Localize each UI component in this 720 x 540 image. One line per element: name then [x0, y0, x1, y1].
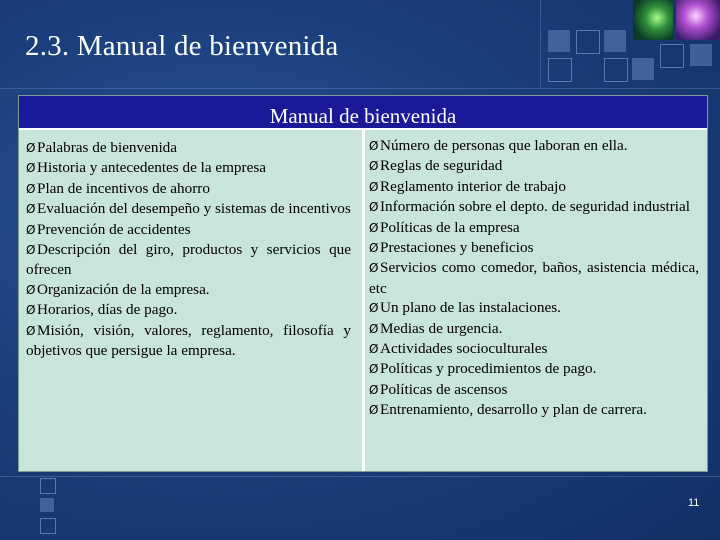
- slide-title: 2.3. Manual de bienvenida: [25, 30, 339, 62]
- list-item: Ø Reglamento interior de trabajo: [369, 177, 699, 197]
- arrow-bullet-icon: Ø: [26, 282, 36, 297]
- arrow-bullet-icon: Ø: [369, 220, 379, 235]
- arrow-bullet-icon: Ø: [369, 179, 379, 194]
- list-item: Ø Plan de incentivos de ahorro: [26, 179, 351, 199]
- list-item: Ø Actividades socioculturales: [369, 339, 699, 359]
- page-number: 11: [688, 497, 700, 509]
- table-header: Manual de bienvenida: [19, 96, 707, 130]
- list-item: Ø Misión, visión, valores, reglamento, filosofía y objetivos que persigue la empresa.: [26, 321, 351, 360]
- arrow-bullet-icon: Ø: [369, 200, 379, 215]
- arrow-bullet-icon: Ø: [26, 323, 36, 338]
- list-item: Ø Información sobre el depto. de seguridad industrial: [369, 197, 699, 217]
- left-column: [26, 138, 351, 360]
- arrow-bullet-icon: Ø: [26, 141, 36, 155]
- arrow-bullet-icon: Ø: [369, 301, 379, 316]
- list-item: Ø Reglas de seguridad: [369, 156, 699, 176]
- arrow-bullet-icon: Ø: [369, 403, 379, 418]
- list-item: Ø Servicios como comedor, baños, asistencia médica, etc: [369, 259, 699, 297]
- arrow-bullet-icon: Ø: [369, 342, 379, 357]
- arrow-bullet-icon: Ø: [26, 303, 36, 318]
- arrow-bullet-icon: Ø: [26, 161, 36, 176]
- arrow-bullet-icon: Ø: [369, 159, 379, 174]
- arrow-bullet-icon: Ø: [26, 202, 36, 217]
- column-divider: [362, 130, 365, 471]
- list-item: Ø Prevención de accidentes: [26, 220, 351, 240]
- list-item: Ø Políticas y procedimientos de pago.: [369, 359, 699, 379]
- list-item: Ø Organización de la empresa.: [26, 280, 351, 300]
- arrow-bullet-icon: Ø: [369, 321, 379, 336]
- list-item: Ø Políticas de la empresa: [369, 218, 699, 238]
- arrow-bullet-icon: Ø: [369, 261, 379, 276]
- corner-graphic: [633, 0, 720, 40]
- right-column: [369, 136, 699, 421]
- arrow-bullet-icon: Ø: [369, 241, 379, 256]
- list-item: Ø Un plano de las instalaciones.: [369, 298, 699, 318]
- list-item: Ø Número de personas que laboran en ella.: [369, 136, 699, 156]
- arrow-bullet-icon: Ø: [26, 243, 36, 258]
- arrow-bullet-icon: Ø: [26, 181, 36, 196]
- list-item: Ø Descripción del giro, productos y servicios que ofrecen: [26, 241, 351, 279]
- list-item: Ø Medias de urgencia.: [369, 319, 699, 339]
- arrow-bullet-icon: Ø: [369, 139, 379, 153]
- list-item: Ø Palabras de bienvenida: [26, 138, 351, 158]
- list-item: Ø Políticas de ascensos: [369, 380, 699, 400]
- list-item: Ø Evaluación del desempeño y sistemas de incentivos: [26, 199, 351, 219]
- list-item: Ø Horarios, días de pago.: [26, 300, 351, 320]
- arrow-bullet-icon: Ø: [369, 362, 379, 377]
- list-item: Ø Prestaciones y beneficios: [369, 238, 699, 258]
- arrow-bullet-icon: Ø: [26, 222, 36, 237]
- arrow-bullet-icon: Ø: [369, 382, 379, 397]
- list-item: Ø Entrenamiento, desarrollo y plan de carrera.: [369, 400, 699, 420]
- list-item: Ø Historia y antecedentes de la empresa: [26, 158, 351, 178]
- content-table: [18, 95, 708, 472]
